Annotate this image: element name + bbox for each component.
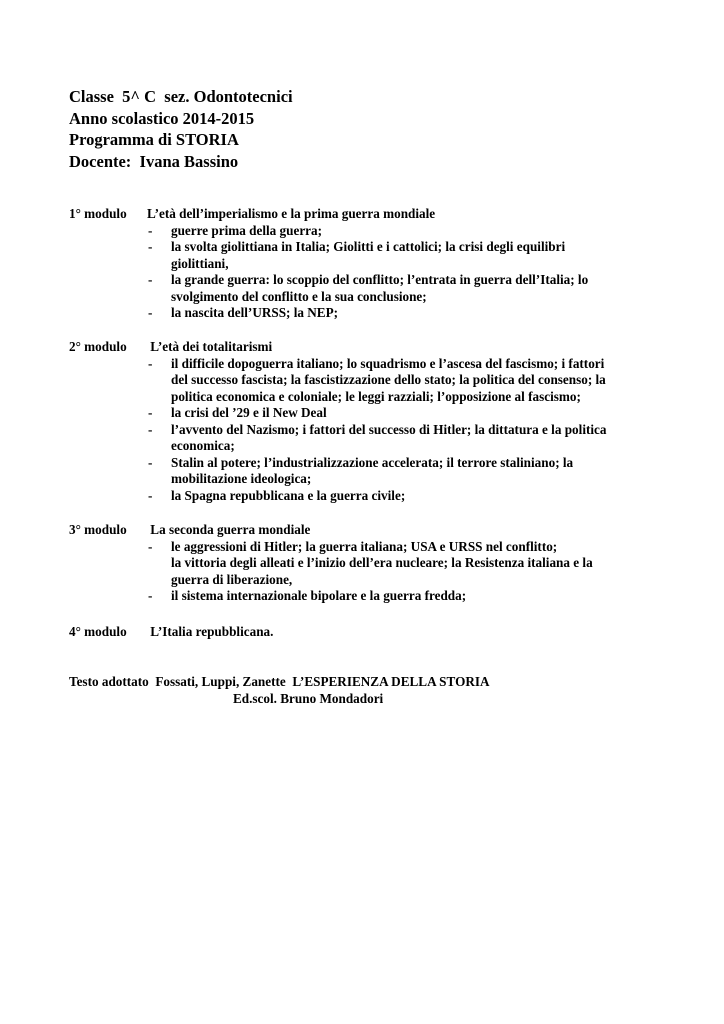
list-item-text: guerre prima della guerra; [171, 222, 323, 238]
topic-list [69, 356, 655, 505]
publisher-line: Ed.scol. Bruno Mondadori [233, 690, 384, 706]
list-item-text: la svolta giolittiana in Italia; Giolitti e i cattolici; la crisi degli equilibri [171, 239, 566, 254]
list-dash: - [148, 305, 153, 320]
module-2 [69, 339, 655, 504]
textbook-line: Testo adottato Fossati, Luppi, Zanette L’ESPERIENZA DELLA STORIA [69, 674, 490, 689]
list-item-text: la grande guerra: lo scoppio del conflitto; l’entrata in guerra dell’Italia; lo [171, 272, 589, 287]
module-title: L’Italia repubblicana. [147, 624, 274, 639]
list-item-text: svolgimento del conflitto e la sua conclusione; [171, 288, 427, 304]
list-dash: - [148, 405, 153, 420]
list-item [69, 272, 655, 305]
list-item-text: la crisi del ’29 e il New Deal [171, 405, 327, 420]
module-4 [69, 624, 273, 641]
module-number: 3° modulo [69, 522, 127, 537]
textbook-info [69, 674, 490, 707]
school-year-line: Anno scolastico 2014-2015 [69, 108, 255, 128]
module-title: La seconda guerra mondiale [147, 522, 311, 537]
list-item-text: giolittiani, [171, 255, 229, 271]
list-item-text: guerra di liberazione, [171, 571, 293, 587]
list-item [69, 588, 655, 605]
list-dash: - [148, 239, 153, 254]
list-item [69, 488, 655, 505]
list-item-text: mobilitazione ideologica; [171, 471, 312, 486]
list-item-text: il sistema internazionale bipolare e la guerra fredda; [171, 588, 467, 603]
list-item-text: il difficile dopoguerra italiano; lo squadrismo e l’ascesa del fascismo; i fattori [171, 355, 605, 371]
module-title: L’età dell’imperialismo e la prima guerra mondiale [147, 206, 436, 221]
list-item-text: l’avvento del Nazismo; i fattori del successo di Hitler; la dittatura e la politica [171, 421, 607, 437]
module-number: 1° modulo [69, 206, 127, 221]
program-line: Programma di STORIA [69, 130, 239, 149]
document-header [69, 86, 293, 172]
list-item [69, 305, 655, 322]
list-item-text: economica; [171, 438, 235, 453]
list-item-text: del successo fascista; la fascistizzazione dello stato; la politica del consenso; la [171, 372, 606, 387]
list-item [69, 239, 655, 272]
teacher-line: Docente: Ivana Bassino [69, 151, 239, 171]
module-title: L’età dei totalitarismi [147, 339, 273, 354]
module-3 [69, 522, 655, 605]
list-item-text: la Spagna repubblicana e la guerra civile; [171, 487, 406, 503]
list-item-text: Stalin al potere; l’industrializzazione accelerata; il terrore staliniano; la [171, 454, 574, 470]
list-dash: - [148, 272, 153, 287]
module-number: 4° modulo [69, 624, 127, 639]
list-item [69, 356, 655, 406]
list-dash: - [148, 222, 153, 238]
list-item [69, 455, 655, 488]
list-item-text: le aggressioni di Hitler; la guerra italiana; USA e URSS nel conflitto; [171, 538, 558, 554]
list-dash: - [148, 355, 153, 371]
list-dash: - [148, 538, 153, 554]
list-dash: - [148, 487, 153, 503]
list-dash: - [148, 421, 153, 437]
list-item-text: politica economica e coloniale; le leggi razziali; l’opposizione al fascismo; [171, 388, 581, 404]
list-item [69, 405, 655, 422]
list-item-text: la vittoria degli alleati e l’inizio dell’era nucleare; la Resistenza italiana e la [171, 555, 593, 570]
list-item [69, 422, 655, 455]
list-item-text: la nascita dell’URSS; la NEP; [171, 305, 339, 320]
topic-list [69, 223, 655, 322]
module-1 [69, 206, 655, 322]
list-dash: - [148, 454, 153, 470]
topic-list [69, 539, 655, 605]
module-number: 2° modulo [69, 339, 127, 354]
list-item [69, 223, 655, 240]
class-line: Classe 5^ C sez. Odontotecnici [69, 87, 293, 106]
list-item [69, 539, 655, 589]
list-dash: - [148, 588, 153, 603]
